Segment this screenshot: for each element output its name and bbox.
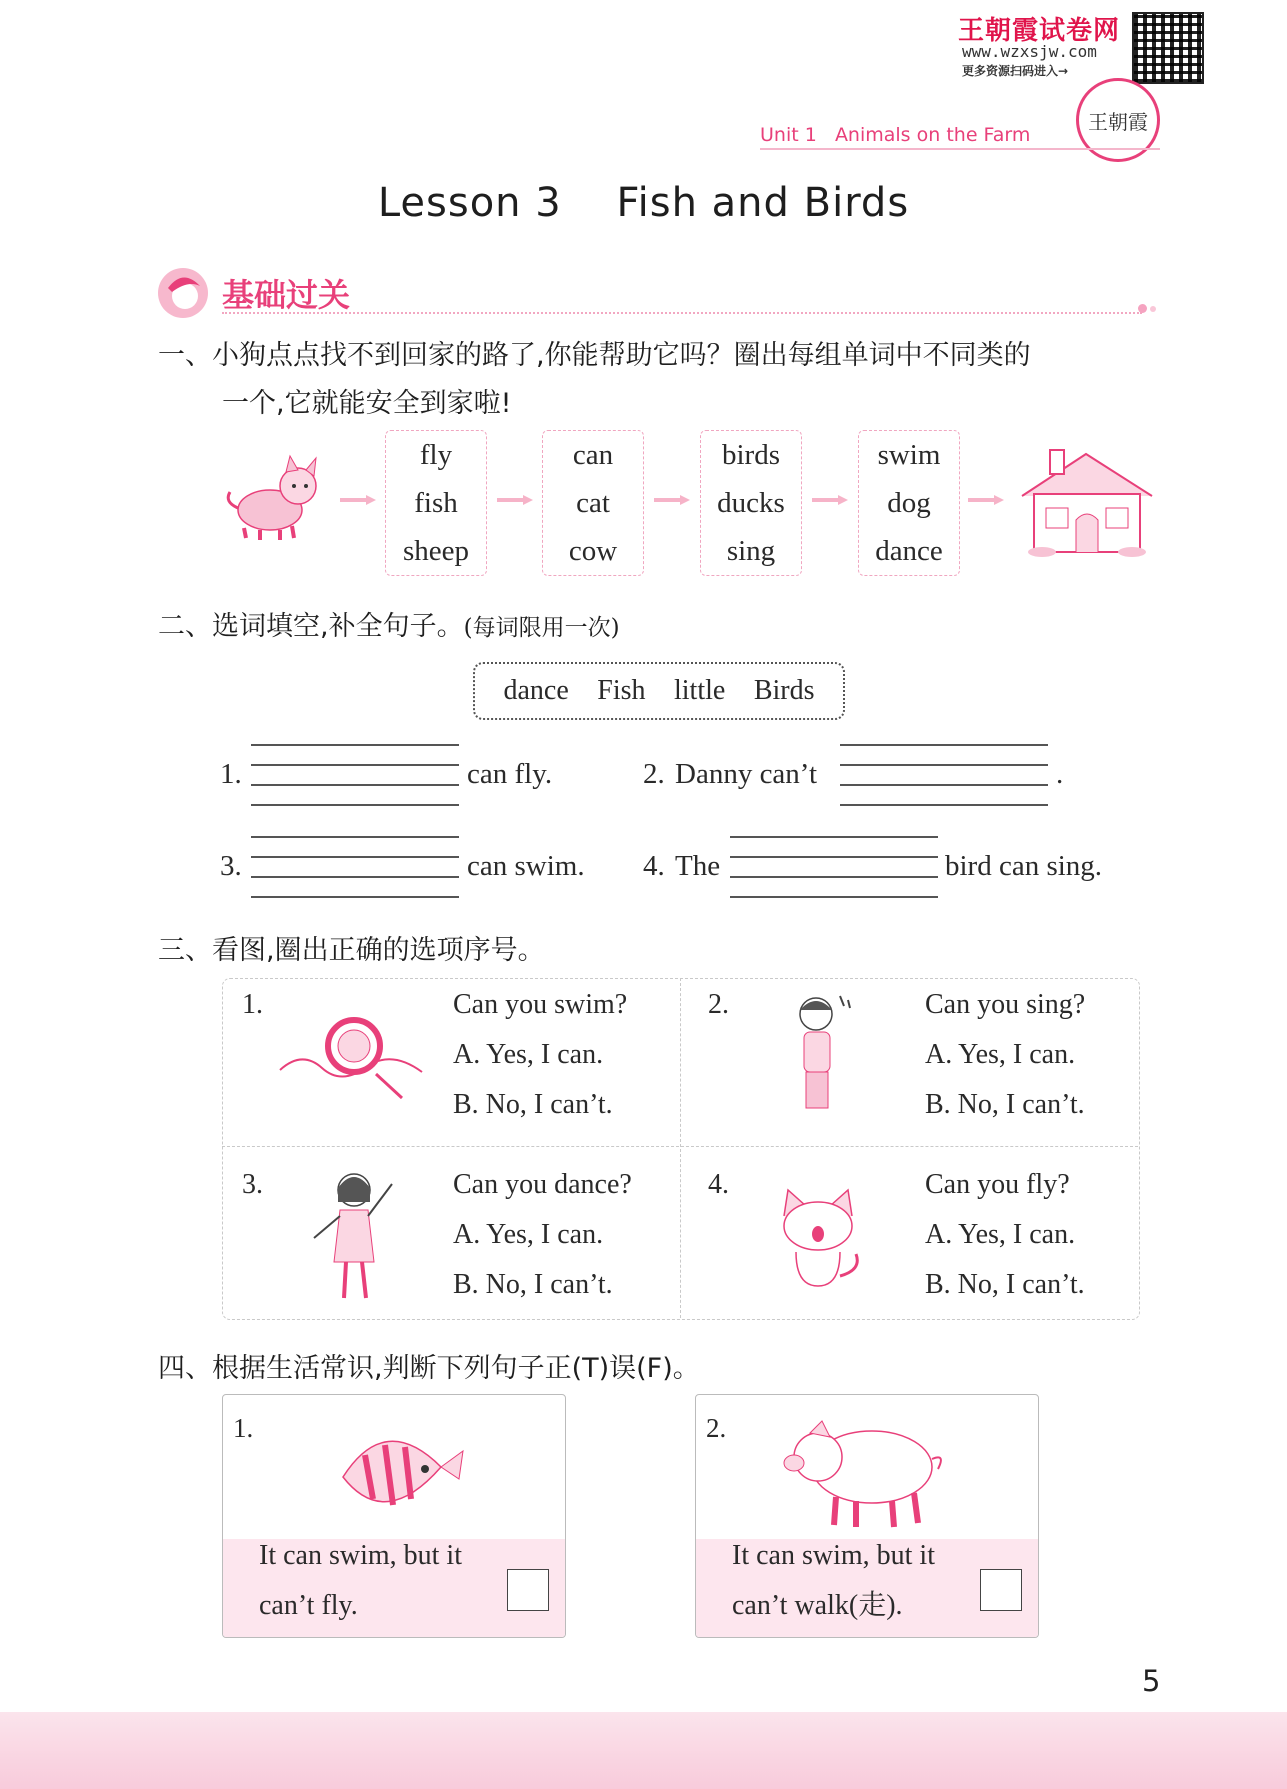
word-bank xyxy=(473,662,845,720)
true-false-card-2 xyxy=(695,1394,1039,1638)
fill-item-text: bird can sing. xyxy=(945,850,1103,882)
choice-option-b[interactable]: B. No, I can’t. xyxy=(925,1269,1085,1300)
fill-item-num: 2. xyxy=(643,758,665,790)
answer-line-3[interactable] xyxy=(251,836,459,900)
dancing-girl-icon xyxy=(308,1166,398,1306)
choice-option-b[interactable]: B. No, I can’t. xyxy=(453,1089,613,1120)
word-group-4 xyxy=(858,430,960,576)
word-option[interactable]: ducks xyxy=(717,486,785,519)
arrow-icon xyxy=(654,495,690,505)
word-option[interactable]: cow xyxy=(568,534,618,567)
word-option[interactable]: fly xyxy=(419,438,453,471)
word-group-3 xyxy=(700,430,802,576)
fill-item-text: can swim. xyxy=(467,850,585,882)
grid-divider xyxy=(222,1146,1138,1147)
choice-question: Can you dance? xyxy=(453,1169,632,1200)
pig-icon xyxy=(774,1413,948,1531)
arrow-icon xyxy=(812,495,848,505)
choice-option-b[interactable]: B. No, I can’t. xyxy=(925,1089,1085,1120)
word-option[interactable]: swim xyxy=(877,438,941,471)
fill-item-num: 3. xyxy=(220,850,242,882)
unit-title: Animals on the Farm xyxy=(834,124,1031,146)
choice-num: 4. xyxy=(708,1169,729,1200)
word-option[interactable]: sheep xyxy=(402,534,470,567)
bank-word: dance xyxy=(503,675,569,706)
fill-item-text: Danny can’t xyxy=(675,758,817,790)
cat-icon xyxy=(770,1186,866,1290)
section4-prompt: 四、根据生活常识,判断下列句子正(T)误(F)。 xyxy=(158,1353,700,1384)
choice-num: 2. xyxy=(708,989,729,1020)
choice-option-a[interactable]: A. Yes, I can. xyxy=(925,1219,1076,1250)
answer-line-4[interactable] xyxy=(730,836,938,900)
choice-option-b[interactable]: B. No, I can’t. xyxy=(453,1269,613,1300)
choice-option-a[interactable]: A. Yes, I can. xyxy=(453,1039,604,1070)
lesson-title: Lesson 3 Fish and Birds xyxy=(377,180,910,226)
girl-avatar-icon xyxy=(158,268,208,318)
page-number: 5 xyxy=(1142,1664,1161,1698)
word-group-2 xyxy=(542,430,644,576)
arrow-icon xyxy=(497,495,533,505)
section-banner: 基础过关 xyxy=(222,276,351,314)
word-option[interactable]: dog xyxy=(887,486,931,519)
unit-label: Unit 1 xyxy=(760,124,817,146)
fill-item-text: can fly. xyxy=(467,758,553,790)
bank-word: Birds xyxy=(753,675,815,706)
grid-divider xyxy=(680,978,681,1318)
seal-logo: 王朝霞 xyxy=(1076,78,1160,162)
bank-word: Fish xyxy=(597,675,646,706)
word-option[interactable]: sing xyxy=(726,534,776,567)
choice-num: 3. xyxy=(242,1169,263,1200)
word-group-1 xyxy=(385,430,487,576)
decor-dot xyxy=(1138,304,1147,313)
banner-divider xyxy=(222,312,1142,314)
scan-hint: 更多资源扫码进入→ xyxy=(962,64,1069,78)
section2-prompt: 二、选词填空,补全句子。(每词限用一次) xyxy=(158,611,620,642)
word-option[interactable]: can xyxy=(572,438,614,471)
word-option[interactable]: cat xyxy=(576,486,610,519)
arrow-icon xyxy=(968,495,1004,505)
tf-num: 2. xyxy=(706,1413,727,1443)
answer-line-1[interactable] xyxy=(251,744,459,808)
word-option[interactable]: fish xyxy=(414,486,458,519)
choice-question: Can you sing? xyxy=(925,989,1086,1020)
brand-title: 王朝霞试卷网 xyxy=(958,16,1121,46)
tf-statement: It can swim, but it can’t walk(走). xyxy=(732,1540,935,1621)
decor-dot xyxy=(1150,306,1156,312)
choice-question: Can you fly? xyxy=(925,1169,1070,1200)
fish-icon xyxy=(325,1421,465,1525)
choice-question: Can you swim? xyxy=(453,989,628,1020)
answer-line-2[interactable] xyxy=(840,744,1048,808)
unit-header xyxy=(760,124,1030,146)
arrow-icon xyxy=(340,495,376,505)
answer-box[interactable] xyxy=(507,1569,549,1611)
qr-code-icon[interactable] xyxy=(1132,12,1204,84)
answer-box[interactable] xyxy=(980,1569,1022,1611)
house-icon xyxy=(1012,446,1160,560)
section3-prompt: 三、看图,圈出正确的选项序号。 xyxy=(158,935,545,966)
section2-note: (每词限用一次) xyxy=(463,615,620,641)
fill-item-num: 4. xyxy=(643,850,665,882)
unit-divider xyxy=(760,148,1160,150)
footer-band xyxy=(0,1712,1287,1789)
fill-item-text: . xyxy=(1056,758,1064,790)
swimming-boy-icon xyxy=(272,1010,428,1106)
bank-word: little xyxy=(674,675,726,706)
choice-option-a[interactable]: A. Yes, I can. xyxy=(453,1219,604,1250)
word-option[interactable]: birds xyxy=(722,438,780,471)
true-false-card-1 xyxy=(222,1394,566,1638)
tf-num: 1. xyxy=(233,1413,254,1443)
fill-item-text: The xyxy=(675,850,721,882)
tf-statement: It can swim, but it can’t fly. xyxy=(259,1540,462,1621)
site-url[interactable]: www.wzxsjw.com xyxy=(962,42,1097,61)
word-option[interactable]: dance xyxy=(875,534,943,567)
singing-girl-icon xyxy=(780,990,860,1122)
choice-option-a[interactable]: A. Yes, I can. xyxy=(925,1039,1076,1070)
section1-prompt: 一、小狗点点找不到回家的路了,你能帮助它吗？圈出每组单词中不同类的 xyxy=(158,340,1031,371)
choice-num: 1. xyxy=(242,989,263,1020)
corgi-dog-icon xyxy=(220,452,332,544)
fill-item-num: 1. xyxy=(220,758,242,790)
section1-prompt-cont: 一个,它就能安全到家啦! xyxy=(222,388,512,419)
